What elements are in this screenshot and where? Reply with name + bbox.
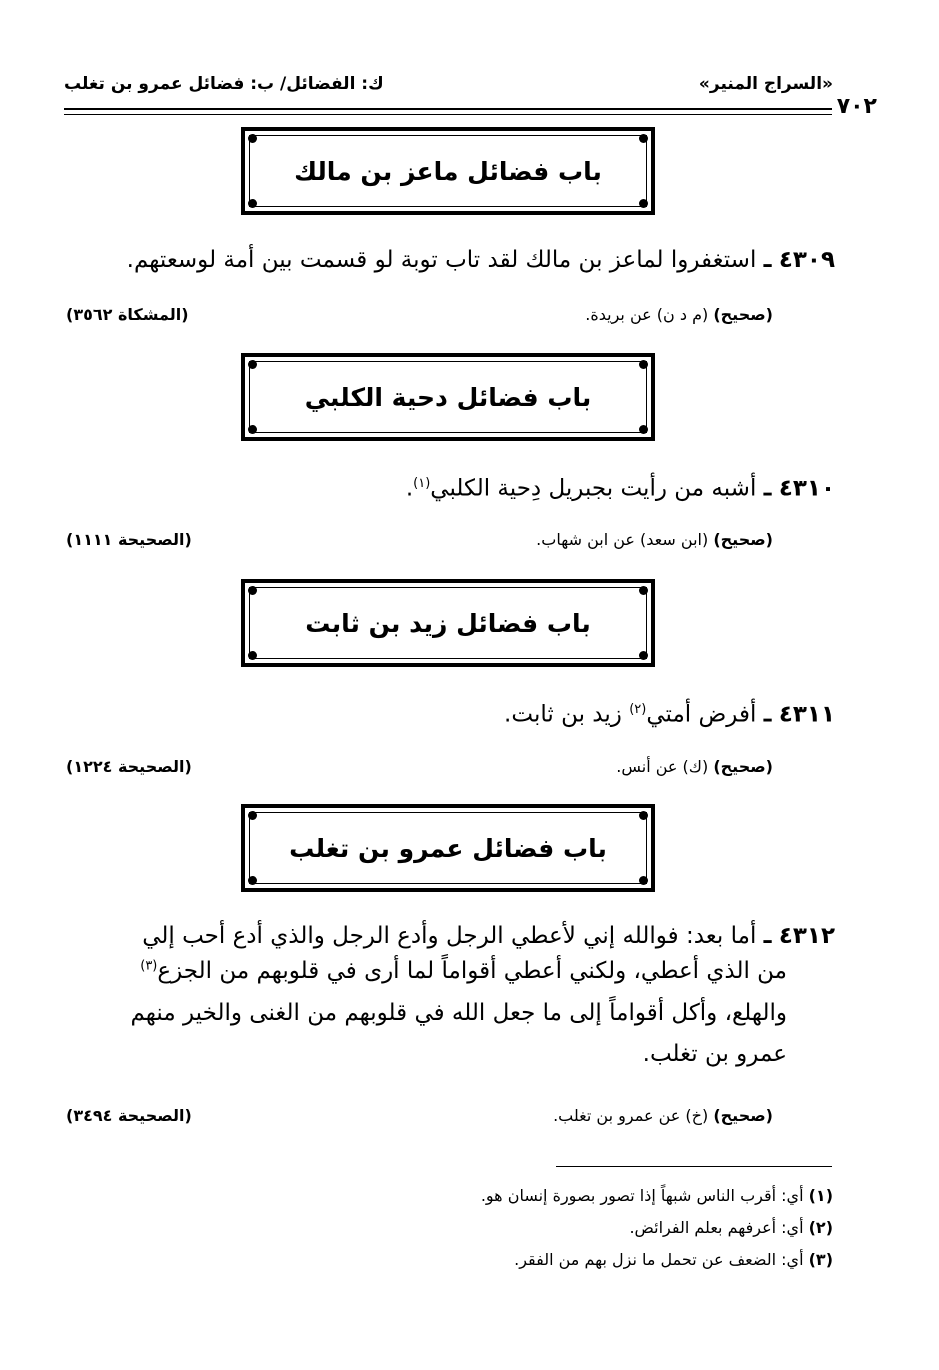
grade-label: (صحيح) — [713, 530, 773, 549]
header-rule-thick — [64, 108, 832, 110]
hadith-4312-line3: والهلع، وأكل أقواماً إلى ما جعل الله في قلوبهم من الغنى والخير منهم — [130, 1000, 787, 1026]
hadith-text: استغفروا لماعز بن مالك لقد تاب توبة لو قسمت بين أمة لوسعتهم. — [126, 247, 757, 273]
reference-4311: (الصحيحة ١٢٢٤) — [66, 757, 192, 776]
running-header-chapter: ك: الفضائل/ ب: فضائل عمرو بن تغلب — [64, 74, 384, 94]
grade-source: (ك) عن أنس. — [616, 757, 709, 776]
grade-source: (خ) عن عمرو بن تغلب. — [553, 1106, 709, 1125]
running-header-book-title: «السراج المنير» — [698, 74, 833, 94]
page-number: ٧٠٢ — [836, 94, 877, 119]
grading-4310 — [536, 530, 773, 549]
hadith-text-end: زيد بن ثابت. — [504, 701, 630, 728]
grading-4312 — [553, 1106, 773, 1125]
grade-source: (م د ن) عن بريدة. — [585, 305, 709, 324]
hadith-4312-line2 — [140, 958, 787, 984]
footnote-marker: (٢) — [808, 1218, 833, 1237]
grade-label: (صحيح) — [713, 757, 773, 776]
footnote-text: أي: الضعف عن تحمل ما نزل بهم من الفقر. — [514, 1250, 804, 1269]
hadith-text: أشبه من رأيت بجبريل دِحية الكلبي — [430, 475, 757, 502]
hadith-number: ٤٣١١ — [778, 701, 835, 728]
footnote-1 — [481, 1186, 833, 1205]
chapter-title: باب فضائل عمرو بن تغلب — [289, 833, 607, 863]
hadith-dash: ـ — [763, 247, 772, 273]
header-rule-thin — [64, 114, 832, 115]
hadith-dash: ـ — [763, 701, 772, 728]
hadith-text-end: . — [405, 475, 414, 502]
hadith-text: من الذي أعطي، ولكني أعطي أقواماً لما أرى في قلوبهم من الجزع — [157, 958, 787, 984]
footnote-text: أي: أقرب الناس شبهاً إذا تصور بصورة إنسان هو. — [480, 1186, 804, 1205]
hadith-number: ٤٣١٢ — [778, 923, 835, 949]
footnote-marker: (١) — [808, 1186, 833, 1205]
footnote-marker: (٣) — [808, 1250, 833, 1269]
grade-source: (ابن سعد) عن ابن شهاب. — [536, 530, 709, 549]
footnote-text: أي: أعرفهم بعلم الفرائض. — [629, 1218, 804, 1237]
chapter-title: باب فضائل ماعز بن مالك — [294, 156, 602, 186]
hadith-4312-line1 — [142, 916, 835, 956]
chapter-box-maiz — [241, 127, 655, 215]
footnote-ref: (٣) — [140, 958, 158, 974]
hadith-text: أما بعد: فوالله إني لأعطي الرجل وأدع الرجل والذي أدع أحب إلي — [142, 923, 757, 949]
hadith-4312-line4: عمرو بن تغلب. — [642, 1041, 787, 1067]
hadith-4310 — [406, 464, 835, 509]
chapter-box-dihya — [241, 353, 655, 441]
footnote-3 — [514, 1250, 833, 1269]
hadith-text: أفرض أمتي — [646, 701, 757, 728]
grading-4309 — [585, 305, 773, 324]
footnote-separator — [556, 1166, 832, 1167]
chapter-box-amr — [241, 804, 655, 892]
reference-4312: (الصحيحة ٣٤٩٤) — [66, 1106, 192, 1125]
hadith-number: ٤٣١٠ — [778, 475, 835, 502]
footnote-ref: (١) — [413, 476, 431, 491]
chapter-title: باب فضائل دحية الكلبي — [304, 382, 592, 412]
grading-4311 — [616, 757, 773, 776]
reference-4310: (الصحيحة ١١١١) — [66, 530, 192, 549]
hadith-4311 — [504, 690, 835, 735]
chapter-title: باب فضائل زيد بن ثابت — [305, 608, 591, 638]
reference-4309: (المشكاة ٣٥٦٢) — [66, 305, 189, 324]
chapter-box-zayd — [241, 579, 655, 667]
grade-label: (صحيح) — [713, 305, 773, 324]
hadith-4309 — [127, 240, 835, 280]
footnote-2 — [629, 1218, 833, 1237]
hadith-number: ٤٣٠٩ — [778, 247, 835, 273]
grade-label: (صحيح) — [713, 1106, 773, 1125]
hadith-dash: ـ — [763, 475, 772, 502]
hadith-dash: ـ — [763, 923, 772, 949]
footnote-ref: (٢) — [629, 702, 647, 717]
